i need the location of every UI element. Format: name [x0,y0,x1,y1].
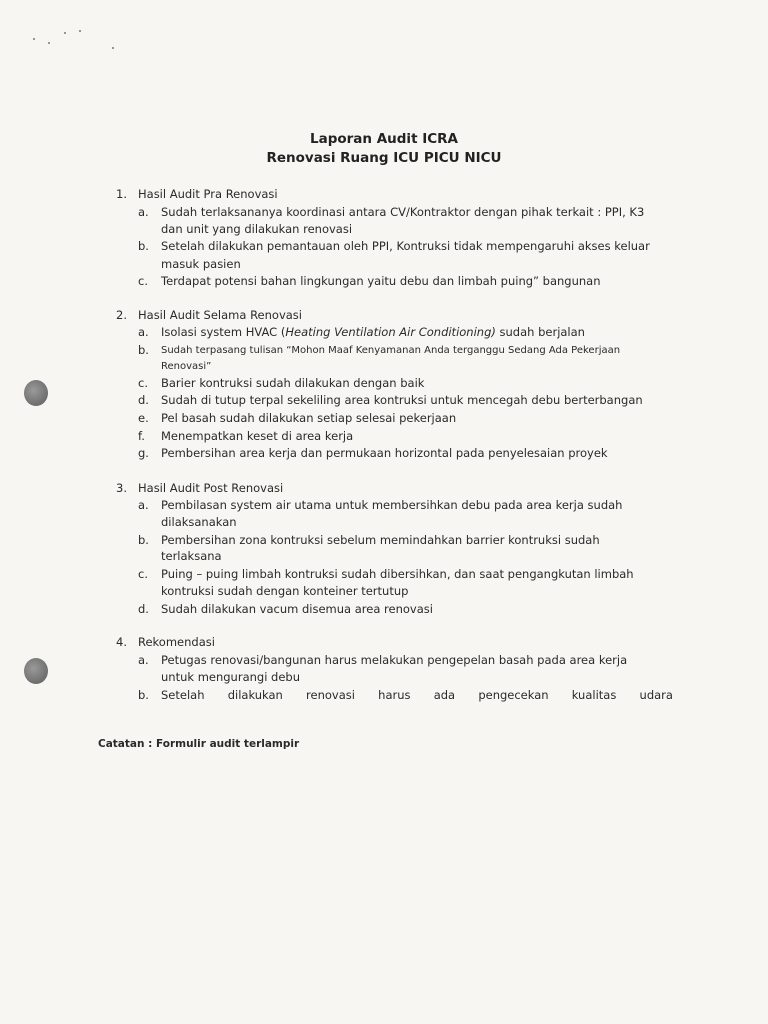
item-text: Pel basah sudah dilakukan setiap selesai pekerjaan [161,411,457,425]
item-text: Pembilasan system air utama untuk membersihkan debu pada area kerja sudah [161,498,623,512]
punch-hole [24,380,48,406]
item-word: pengecekan [478,688,549,702]
item-letter: b. [138,688,149,702]
item-text: Sudah terpasang tulisan “Mohon Maaf Kenyamanan Anda terganggu Sedang Ada Pekerjaan [161,345,621,356]
item-letter: b. [138,239,149,253]
scan-speck [64,32,66,34]
item-word: harus [378,688,411,702]
item-letter: a. [138,205,149,219]
item-letter: d. [138,393,149,407]
item-letter: a. [138,653,149,667]
item-text: Pembersihan area kerja dan permukaan horizontal pada penyelesaian proyek [161,446,608,460]
item-word: ada [433,688,456,702]
item-word: Setelah [161,688,205,702]
item-text-continued: dan unit yang dilakukan renovasi [161,222,353,236]
item-letter: f. [138,429,145,443]
item-text: Pembersihan zona kontruksi sebelum memindahkan barrier kontruksi sudah [161,533,600,547]
item-text: Puing – puing limbah kontruksi sudah dibersihkan, dan saat pengangkutan limbah [161,567,634,581]
item-word: renovasi [306,688,355,702]
item-letter: b. [138,533,149,547]
item-text [161,687,673,704]
section-number: 4. [116,635,127,649]
punch-hole [24,658,48,684]
item-text: Setelah dilakukan pemantauan oleh PPI, Kontruksi tidak mempengaruhi akses keluar [161,239,650,253]
scan-speck [79,30,81,32]
item-text: Petugas renovasi/bangunan harus melakukan pengepelan basah pada area kerja [161,653,628,667]
item-letter: e. [138,411,149,425]
item-text-continued: kontruksi sudah dengan konteiner tertutup [161,584,409,598]
item-word: dilakukan [227,688,283,702]
scan-speck [48,42,50,44]
section-number: 1. [116,187,127,201]
section-title: Hasil Audit Pra Renovasi [138,187,278,201]
item-letter: a. [138,498,149,512]
item-text: Barier kontruksi sudah dilakukan dengan baik [161,376,425,390]
document-subtitle: Renovasi Ruang ICU PICU NICU [266,150,502,166]
item-text-continued: masuk pasien [161,257,241,271]
item-letter: c. [138,274,148,288]
item-text-italic: Heating Ventilation Air Conditioning) [285,325,496,339]
section-title: Rekomendasi [138,635,215,649]
item-text: Menempatkan keset di area kerja [161,429,354,443]
item-text-continued: untuk mengurangi debu [161,670,301,684]
item-text: Terdapat potensi bahan lingkungan yaitu debu dan limbah puing” bangunan [161,274,601,288]
scan-speck [112,47,114,49]
item-text-part: sudah berjalan [495,325,585,339]
item-letter: b. [138,343,149,357]
item-text-continued: terlaksana [161,549,222,563]
document-title: Laporan Audit ICRA [309,131,458,147]
item-text [161,324,585,341]
section-number: 2. [116,308,127,322]
item-text-continued: Renovasi” [161,361,212,372]
item-word: udara [639,688,673,702]
item-text-continued: dilaksanakan [161,515,237,529]
item-letter: g. [138,446,149,460]
item-text: Sudah di tutup terpal sekeliling area kontruksi untuk mencegah debu berterbangan [161,393,643,407]
section-number: 3. [116,481,127,495]
section-title: Hasil Audit Selama Renovasi [138,308,302,322]
item-word: kualitas [571,688,617,702]
item-text: Sudah terlaksananya koordinasi antara CV/Kontraktor dengan pihak terkait : PPI, K3 [161,205,645,219]
item-letter: d. [138,602,149,616]
footnote: Catatan : Formulir audit terlampir [98,738,300,750]
item-text: Sudah dilakukan vacum disemua area renovasi [161,602,433,616]
item-text-part: Isolasi system HVAC ( [161,325,286,339]
scan-speck [33,38,35,40]
item-letter: c. [138,567,148,581]
item-letter: c. [138,376,148,390]
item-letter: a. [138,325,149,339]
section-title: Hasil Audit Post Renovasi [138,481,284,495]
